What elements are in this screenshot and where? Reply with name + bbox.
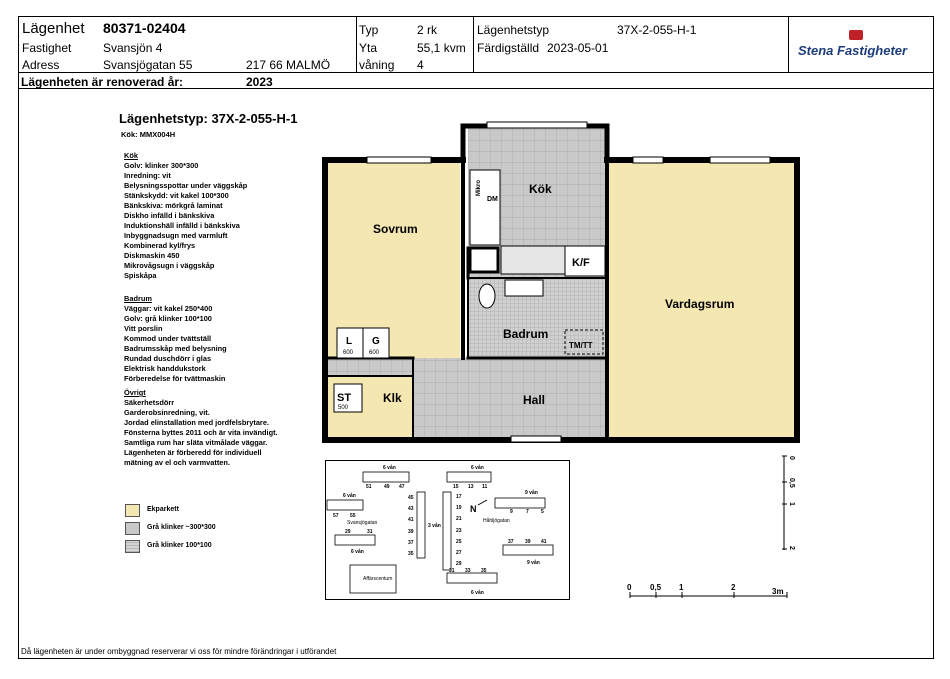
kok-item: Mikrovågsugn i väggskåp <box>124 261 215 270</box>
kitchen-counter <box>470 170 500 245</box>
badrum-item: Golv: grå klinker 100*100 <box>124 314 212 323</box>
postal-value: 217 66 MALMÖ <box>246 58 331 72</box>
map-label: 15 <box>453 484 459 490</box>
label-l-size: 600 <box>343 350 354 356</box>
site-map <box>325 460 570 600</box>
map-label: 43 <box>408 506 414 512</box>
map-label: 55 <box>350 513 356 519</box>
area-label: Yta <box>359 41 378 55</box>
kok-item: Stänkskydd: vit kakel 100*300 <box>124 191 229 200</box>
room-hall: Hall <box>523 393 546 407</box>
type-label: Typ <box>359 23 379 37</box>
apt-type-value: 37X-2-055-H-1 <box>617 23 697 37</box>
map-label: 29 <box>456 561 462 567</box>
room-badrum: Badrum <box>503 327 549 341</box>
map-label: 33 <box>465 568 471 574</box>
kok-item: Belysningsspottar under väggskåp <box>124 181 248 190</box>
scale-bar <box>620 580 795 602</box>
label-dm: DM <box>487 196 498 203</box>
scale-tick: 0 <box>627 583 632 592</box>
map-label: 13 <box>468 484 474 490</box>
renovated-label: Lägenheten är renoverad år: <box>21 75 184 89</box>
map-label: 39 <box>408 529 414 535</box>
header-bottom-line <box>18 72 934 73</box>
badrum-item: Förberedelse för tvättmaskin <box>124 374 226 383</box>
property-value: Svansjön 4 <box>103 41 163 55</box>
north-arrow: N <box>470 504 477 514</box>
map-label: 41 <box>541 539 547 545</box>
legend-label-klinker-100: Grå klinker 100*100 <box>147 542 212 549</box>
type-value: 2 rk <box>417 23 438 37</box>
room-kok: Kök <box>529 182 552 196</box>
map-label: 49 <box>384 484 390 490</box>
label-kf: K/F <box>572 257 590 269</box>
label-tmtt: TM/TT <box>569 341 593 350</box>
completed-value: 2023-05-01 <box>547 41 609 55</box>
badrum-heading: Badrum <box>124 294 152 303</box>
legend-swatch-klinker-300 <box>125 522 140 535</box>
room-sovrum: Sovrum <box>373 222 418 236</box>
address-label: Adress <box>22 58 60 72</box>
legend-swatch-ekparkett <box>125 504 140 517</box>
completed-label: Färdigställd <box>477 41 540 55</box>
map-label: 39 <box>525 539 531 545</box>
badrum-item: Väggar: vit kakel 250*400 <box>124 304 213 313</box>
map-label: 9 vån <box>525 490 538 496</box>
label-mikro: Mikro <box>476 179 482 196</box>
map-label: 57 <box>333 513 339 519</box>
address-value: Svansjögatan 55 <box>103 58 193 72</box>
map-label: 9 <box>510 509 513 515</box>
map-label: 9 vån <box>527 560 540 566</box>
map-label: 6 vån <box>471 590 484 596</box>
hall-floor <box>413 358 607 438</box>
kok-item: Inredning: vit <box>124 171 171 180</box>
ovrigt-item: mätning av el och varmvatten. <box>124 458 230 467</box>
map-label: 21 <box>456 516 462 522</box>
vscale-tick: 0 <box>788 456 795 460</box>
map-label: 19 <box>456 505 462 511</box>
map-label: 6 vån <box>383 465 396 471</box>
property-label: Fastighet <box>22 41 72 55</box>
badrum-item: Rundad duschdörr i glas <box>124 354 212 363</box>
map-label: 25 <box>456 539 462 545</box>
map-label: 23 <box>456 528 462 534</box>
map-label: 35 <box>408 551 414 557</box>
map-label: 27 <box>456 550 462 556</box>
stena-logo-mark <box>849 30 863 40</box>
kok-item: Inbyggnadsugn med varmluft <box>124 231 228 240</box>
badrum-item: Elektrisk handdukstork <box>124 364 206 373</box>
label-g-size: 600 <box>369 350 380 356</box>
entry-floor <box>325 358 415 376</box>
map-label: 51 <box>366 484 372 490</box>
map-label: 47 <box>399 484 405 490</box>
map-label: 17 <box>456 494 462 500</box>
scale-tick: 2 <box>731 583 736 592</box>
map-label: 35 <box>481 568 487 574</box>
kok-heading: Kök <box>124 151 138 160</box>
kok-item: Kombinerad kyl/frys <box>124 241 196 250</box>
map-label: Svansjögatan <box>347 520 378 526</box>
kok-item: Diskho infälld i bänkskiva <box>124 211 215 220</box>
room-klk: Klk <box>383 391 402 405</box>
stena-logo <box>792 30 932 62</box>
footer-disclaimer: Då lägenheten är under ombyggnad reserverar vi oss för mindre förändringar i utförandet <box>21 647 337 656</box>
ovrigt-item: Jordad elinstallation med jordfelsbrytare. <box>124 418 269 427</box>
map-label: 6 vån <box>471 465 484 471</box>
map-label: Håhljögatan <box>483 518 510 524</box>
window-kok <box>487 122 587 128</box>
map-label: 7 <box>526 509 529 515</box>
area-value: 55,1 kvm <box>417 41 466 55</box>
map-label: 11 <box>482 484 488 490</box>
kok-item: Induktionshäll infälld i bänkskiva <box>124 221 240 230</box>
vscale-tick: 0,5 <box>788 478 795 488</box>
kitchen-base <box>501 246 565 274</box>
vertical-scale-bar <box>780 452 802 552</box>
ovrigt-item: Garderobsinredning, vit. <box>124 408 210 417</box>
apt-type-label: Lägenhetstyp <box>477 23 550 37</box>
apartment-label: Lägenhet <box>22 20 85 37</box>
kok-item: Diskmaskin 450 <box>124 251 180 260</box>
map-label: 31 <box>449 568 455 574</box>
vscale-tick: 1 <box>788 502 795 506</box>
ovrigt-item: Säkerhetsdörr <box>124 398 175 407</box>
legend-swatch-klinker-100 <box>125 540 140 553</box>
map-label: 37 <box>508 539 514 545</box>
scale-tick: 3m <box>772 587 784 596</box>
window-vardag-1 <box>633 157 663 163</box>
badrum-item: Kommod under tvättställ <box>124 334 212 343</box>
apartment-number: 80371-02404 <box>103 20 186 36</box>
map-label: 45 <box>408 495 414 501</box>
legend-label-klinker-300: Grå klinker ~300*300 <box>147 524 216 531</box>
map-label: 31 <box>367 529 373 535</box>
ovrigt-item: Lägenheten är förberedd för individuell <box>124 448 262 457</box>
map-label: 29 <box>345 529 351 535</box>
map-label: 37 <box>408 540 414 546</box>
kok-item: Bänkskiva: mörkgrå laminat <box>124 201 223 210</box>
header-divider-1 <box>356 16 357 73</box>
bath-sink <box>505 280 543 296</box>
header-divider-3 <box>788 16 789 73</box>
room-vardagsrum: Vardagsrum <box>665 297 735 311</box>
kitchen-black-box <box>470 248 498 272</box>
renovated-value: 2023 <box>246 75 273 89</box>
vscale-tick: 2 <box>788 546 795 550</box>
floor-label: våning <box>359 58 395 72</box>
map-label: 3 vån <box>428 523 441 529</box>
plan-title: Lägenhetstyp: 37X-2-055-H-1 <box>119 111 298 126</box>
toilet <box>479 284 495 308</box>
floor-value: 4 <box>417 58 424 72</box>
notes-column <box>124 151 278 468</box>
label-l: L <box>346 336 353 347</box>
badrum-item: Vitt porslin <box>124 324 163 333</box>
map-label: 5 <box>541 509 544 515</box>
map-label: Affärscentum <box>363 576 393 582</box>
ovrigt-item: Samtliga rum har släta vitmålade väggar. <box>124 438 268 447</box>
ovrigt-heading: Övrigt <box>124 388 146 397</box>
window-sovrum <box>367 157 431 163</box>
label-g: G <box>372 336 380 347</box>
label-st-size: 500 <box>338 405 349 411</box>
map-label: 6 vån <box>351 549 364 555</box>
entrance-door <box>511 436 561 442</box>
map-label: 41 <box>408 517 414 523</box>
floor-plan <box>315 108 810 448</box>
map-label: 6 vån <box>343 493 356 499</box>
label-st: ST <box>337 392 352 404</box>
badrum-item: Badrumsskåp med belysning <box>124 344 227 353</box>
scale-tick: 1 <box>679 583 684 592</box>
scale-tick: 0,5 <box>650 583 662 592</box>
kitchen-code: Kök: MMX004H <box>121 130 176 139</box>
window-vardag-2 <box>710 157 770 163</box>
stena-logo-text: Stena Fastigheter <box>798 43 908 58</box>
legend-label-ekparkett: Ekparkett <box>147 506 179 513</box>
kok-item: Spiskåpa <box>124 271 157 280</box>
ovrigt-item: Fönsterna byttes 2011 och är vita invändigt. <box>124 428 278 437</box>
kok-item: Golv: klinker 300*300 <box>124 161 199 170</box>
header-divider-2 <box>473 16 474 73</box>
